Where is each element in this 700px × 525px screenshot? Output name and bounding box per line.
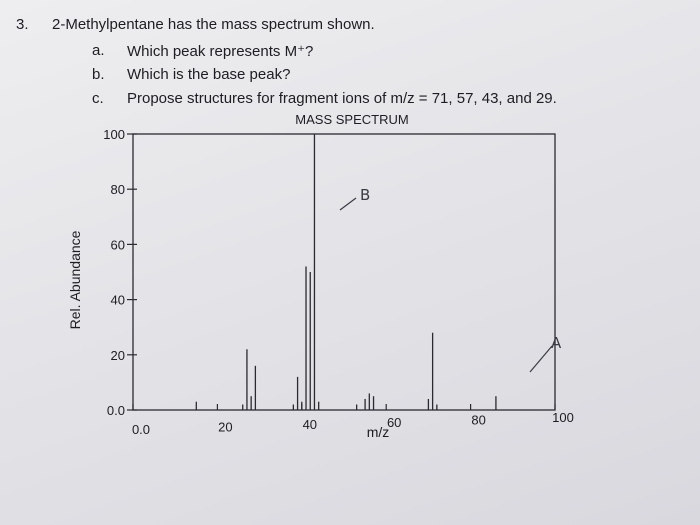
x-axis bbox=[132, 404, 574, 437]
question-stem: 2-Methylpentane has the mass spectrum shown. bbox=[52, 16, 375, 33]
y-tick-label: 100 bbox=[103, 127, 125, 142]
peaks bbox=[196, 134, 496, 410]
y-tick-label: 80 bbox=[110, 182, 125, 198]
y-tick-label: 40 bbox=[110, 292, 125, 308]
x-tick-label: 80 bbox=[471, 412, 486, 428]
x-tick-label: 20 bbox=[218, 419, 233, 435]
y-axis-label: Rel. Abundance bbox=[67, 230, 83, 330]
part-b-text: Which is the base peak? bbox=[127, 66, 291, 83]
part-c-letter: c. bbox=[92, 90, 104, 107]
molecular-ion-mark: A bbox=[551, 334, 562, 352]
x-tick-label: 0.0 bbox=[131, 422, 151, 437]
x-tick-label: 60 bbox=[386, 414, 402, 430]
x-tick-label: 100 bbox=[552, 410, 574, 425]
plot-frame bbox=[133, 134, 555, 410]
molecular-ion-annotation bbox=[530, 334, 562, 372]
chart-title: MASS SPECTRUM bbox=[295, 112, 409, 127]
part-c-text: Propose structures for fragment ions of m/z = 71, 57, 43, and 29. bbox=[127, 90, 557, 107]
part-b-letter: b. bbox=[92, 66, 105, 83]
y-tick-label: 60 bbox=[110, 237, 125, 253]
part-a-letter: a. bbox=[92, 42, 105, 59]
base-peak-mark: B bbox=[360, 186, 371, 204]
y-axis bbox=[103, 127, 137, 418]
y-tick-label: 20 bbox=[110, 347, 125, 363]
part-a-text: Which peak represents M⁺? bbox=[127, 43, 314, 60]
x-axis-label: m/z bbox=[366, 424, 390, 440]
x-tick-label: 40 bbox=[302, 417, 318, 433]
question-number: 3. bbox=[16, 16, 29, 33]
y-tick-label: 0.0 bbox=[106, 403, 125, 418]
base-peak-annotation bbox=[340, 186, 370, 210]
